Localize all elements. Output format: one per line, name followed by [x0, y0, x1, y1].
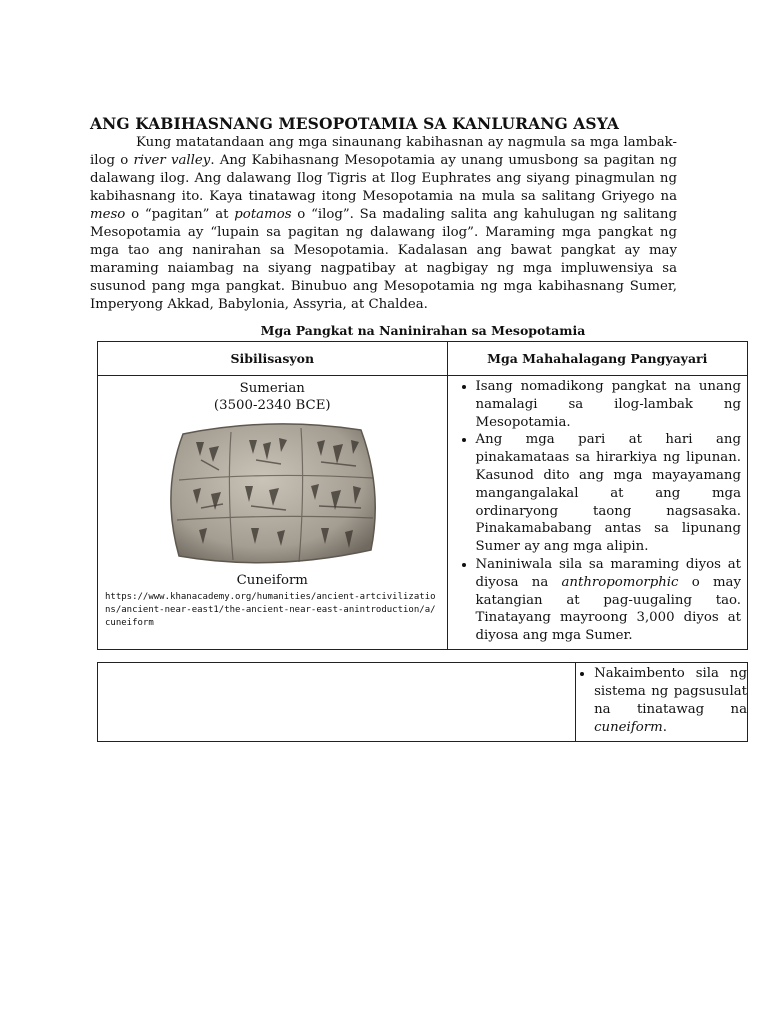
- table-caption: Mga Pangkat na Naninirahan sa Mesopotamia: [260, 323, 586, 338]
- civilization-name: Sumerian: [239, 381, 305, 396]
- events-list: [576, 663, 747, 741]
- events-cell: [447, 376, 747, 650]
- second-table: [97, 662, 748, 742]
- list-item: • Naniniwala sila sa maraming diyos at diyosa na anthropomorphic o may katangian at pag-uugaling tao. Tinatayang mayroong 3,000 diyos at diyosa ang mga Sumer.: [476, 556, 741, 645]
- page-title: ANG KABIHASNANG MESOPOTAMIA SA KANLURANG ASYA: [90, 114, 620, 133]
- cuneiform-tablet-image: [161, 420, 383, 568]
- table-row: [98, 376, 748, 650]
- civilization-years: (3500-2340 BCE): [213, 398, 331, 413]
- list-item: • Ang mga pari at hari ang pinakamataas sa hirarkiya ng lipunan. Kasunod dito ang mga mayayamang mangangalakal at ang mga ordinaryong taong nagsasaka. Pinakamababang antas sa lipunang Sumer ay ang mga alipin.: [476, 431, 741, 556]
- intro-paragraph: Kung matatandaan ang mga sinaunang kabihasnan ay nagmula sa mga lambak-ilog o river valley. Ang Kabihasnang Mesopotamia ay unang umusbong sa pagitan ng dalawang ilog. Ang dalawang Ilog Tigris at Ilog Euphrates ang siyang pinagmulan ng kabihasnang ito. Kaya tinatawag itong Mesopotamia na mula sa salitang Griyego na meso o “pagitan” at potamos o “ilog”. Sa madaling salita ang kahulugan ng salitang Mesopotamia ay “lupain sa pagitan ng dalawang ilog”. Maraming mga pangkat ng mga tao ang nanirahan sa Mesopotamia. Kadalasan ang bawat pangkat ay may maraming naiambag na siyang nagpatibay at nagbigay ng mga impluwensiya sa susunod pang mga pangkat. Binubuo ang Mesopotamia ng mga kabihasnang Sumer, Imperyong Akkad, Babylonia, Assyria, at Chaldea.: [90, 135, 678, 312]
- header-pangyayari: Mga Mahahalagang Pangyayari: [447, 342, 747, 376]
- table-row: [98, 663, 748, 742]
- image-caption: Cuneiform: [236, 573, 308, 588]
- list-item: • Isang nomadikong pangkat na unang namalagi sa ilog-lambak ng Mesopotamia.: [476, 378, 741, 431]
- empty-cell: [98, 663, 576, 742]
- civilization-cell: [98, 376, 448, 650]
- events-list: [448, 376, 747, 649]
- list-item: • Nakaimbento sila ng sistema ng pagsusulat na tinatawag na cuneiform.: [594, 665, 747, 737]
- events-cell: [576, 663, 748, 742]
- header-sibilisasyon: Sibilisasyon: [98, 342, 448, 376]
- civilization-table: [97, 341, 748, 650]
- table-header-row: [98, 342, 748, 376]
- image-source-url: https://www.khanacademy.org/humanities/ancient-artcivilizations/ancient-near-east1/the-ancient-near-east-anintroduction/a/cuneiform: [105, 592, 436, 628]
